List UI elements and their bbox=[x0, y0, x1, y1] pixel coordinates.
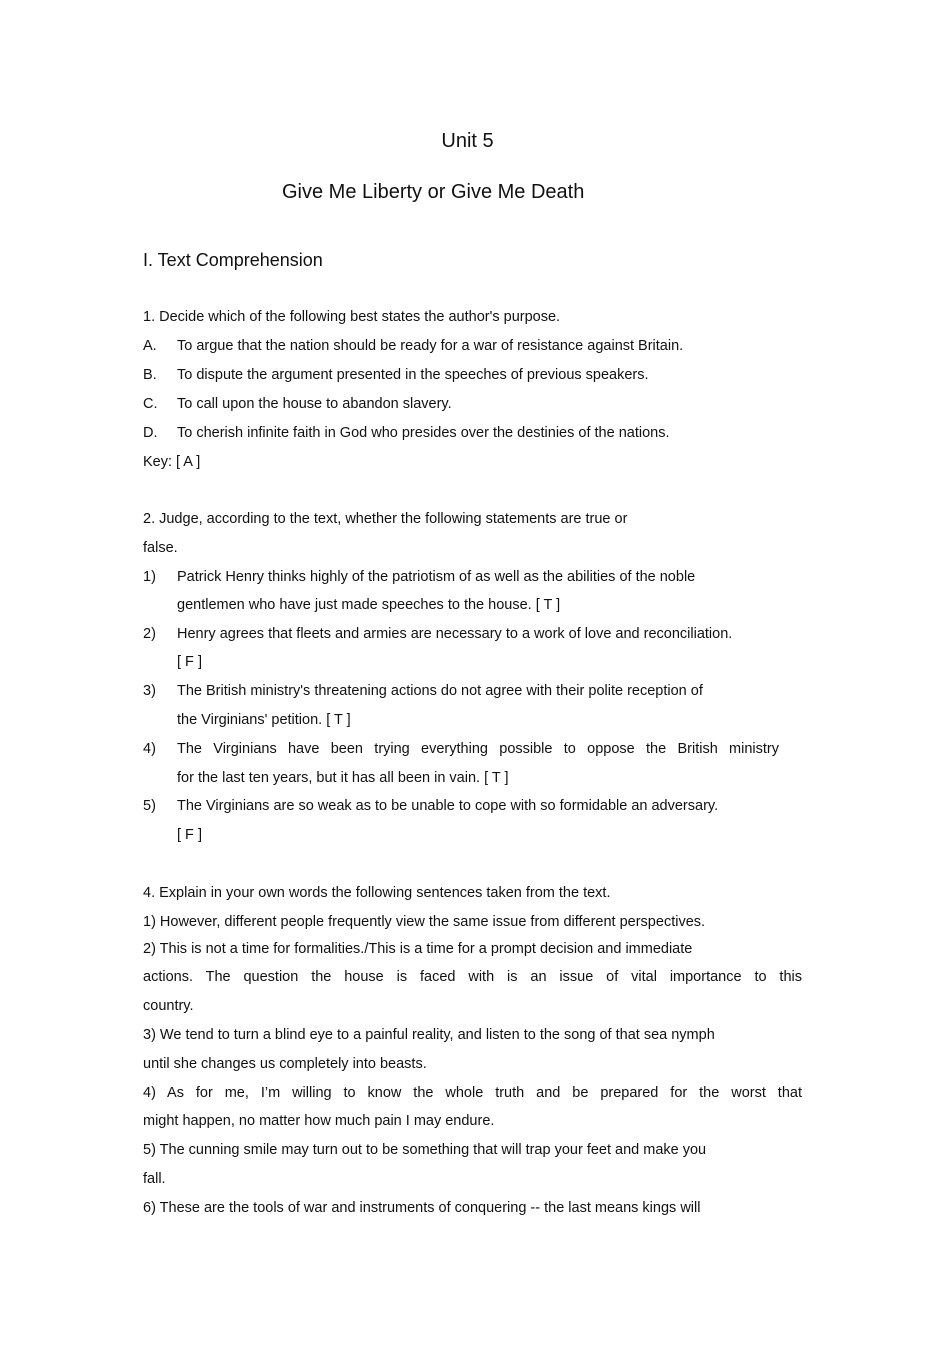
statement-text-cont: [ F ] bbox=[177, 654, 202, 670]
statement-text-cont: the Virginians' petition. [ T ] bbox=[177, 712, 351, 728]
statement-text: Patrick Henry thinks highly of the patriotism of as well as the abilities of the noble bbox=[177, 569, 696, 585]
option-letter-d: D. bbox=[143, 425, 158, 441]
statement-number: 5) bbox=[143, 798, 156, 814]
section-heading: I. Text Comprehension bbox=[143, 250, 323, 270]
answer-3: 3) We tend to turn a blind eye to a painful reality, and listen to the song of that sea nymph bbox=[143, 1027, 715, 1043]
question-2-prompt: 2. Judge, according to the text, whether the following statements are true or bbox=[143, 511, 628, 527]
question-1-prompt: 1. Decide which of the following best states the author's purpose. bbox=[143, 309, 561, 325]
option-letter-c: C. bbox=[143, 396, 158, 412]
answer-5-cont: fall. bbox=[143, 1171, 166, 1187]
statement-text-cont: [ F ] bbox=[177, 827, 202, 843]
statement-number: 1) bbox=[143, 569, 156, 585]
question-2-prompt-cont: false. bbox=[143, 540, 178, 556]
answer-2: 2) This is not a time for formalities./This is a time for a prompt decision and immediate bbox=[143, 941, 693, 957]
statement-text: The Virginians have been trying everything possible to oppose the British ministry bbox=[177, 741, 779, 757]
answer-5: 5) The cunning smile may turn out to be something that will trap your feet and make you bbox=[143, 1142, 707, 1158]
option-text-c: To call upon the house to abandon slavery. bbox=[177, 396, 452, 412]
option-letter-b: B. bbox=[143, 367, 157, 383]
answer-key: Key: [ A ] bbox=[143, 454, 201, 470]
answer-3-cont: until she changes us completely into beasts. bbox=[143, 1056, 427, 1072]
unit-heading: Unit 5 bbox=[441, 130, 494, 152]
answer-1: 1) However, different people frequently view the same issue from different perspectives. bbox=[143, 914, 706, 930]
option-text-a: To argue that the nation should be ready for a war of resistance against Britain. bbox=[177, 338, 684, 354]
lesson-title: Give Me Liberty or Give Me Death bbox=[282, 181, 585, 203]
option-letter-a: A. bbox=[143, 338, 157, 354]
option-text-d: To cherish infinite faith in God who presides over the destinies of the nations. bbox=[177, 425, 670, 441]
answer-6: 6) These are the tools of war and instruments of conquering -- the last means kings will bbox=[143, 1200, 701, 1216]
answer-2-end: country. bbox=[143, 998, 194, 1014]
statement-text: The Virginians are so weak as to be unable to cope with so formidable an adversary. bbox=[177, 798, 719, 814]
statement-text: Henry agrees that fleets and armies are necessary to a work of love and reconciliation. bbox=[177, 626, 733, 642]
statement-number: 4) bbox=[143, 741, 156, 757]
answer-2-cont: actions. The question the house is faced with is an issue of vital importance to this bbox=[143, 969, 802, 985]
option-text-b: To dispute the argument presented in the speeches of previous speakers. bbox=[177, 367, 649, 383]
answer-4: 4) As for me, I’m willing to know the whole truth and be prepared for the worst that bbox=[143, 1085, 802, 1101]
statement-text: The British ministry's threatening actions do not agree with their polite reception of bbox=[177, 683, 703, 699]
question-4-prompt: 4. Explain in your own words the following sentences taken from the text. bbox=[143, 885, 611, 901]
statement-text-cont: for the last ten years, but it has all been in vain. [ T ] bbox=[177, 770, 509, 786]
statement-text-cont: gentlemen who have just made speeches to the house. [ T ] bbox=[177, 597, 561, 613]
statement-number: 3) bbox=[143, 683, 156, 699]
statement-number: 2) bbox=[143, 626, 156, 642]
answer-4-cont: might happen, no matter how much pain I may endure. bbox=[143, 1113, 495, 1129]
